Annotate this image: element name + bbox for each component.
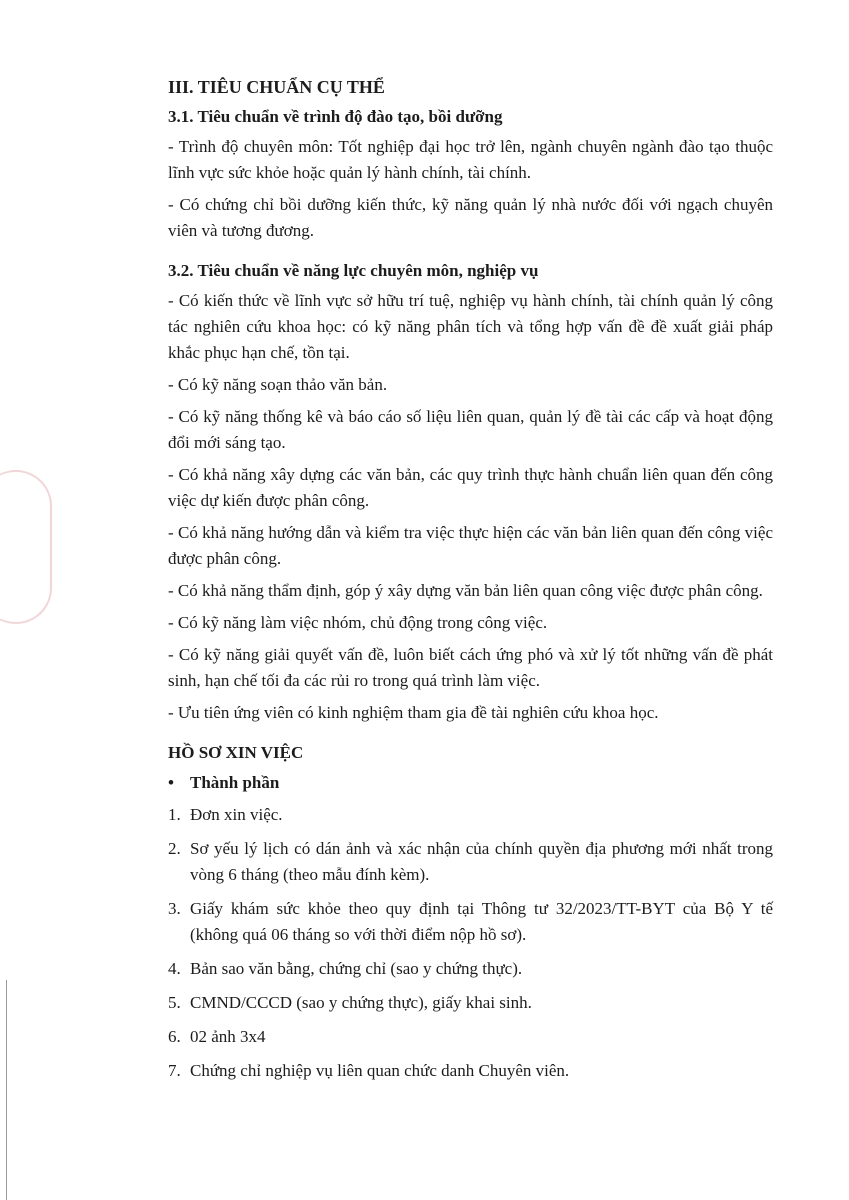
subsection-heading-3-2: 3.2. Tiêu chuẩn về năng lực chuyên môn, nghiệp vụ (168, 261, 539, 280)
list-number: 1. (168, 805, 181, 824)
paragraph: - Ưu tiên ứng viên có kinh nghiệm tham gia đề tài nghiên cứu khoa học. (168, 703, 659, 722)
paragraph: - Có kỹ năng soạn thảo văn bản. (168, 375, 388, 394)
list-item (168, 802, 773, 828)
paragraph: - Có khả năng xây dựng các văn bản, các quy trình thực hành chuẩn liên quan đến công việc dự kiến được phân công. (168, 465, 773, 510)
stamp-trace-icon (0, 470, 52, 624)
dossier-heading: HỒ SƠ XIN VIỆC (168, 743, 304, 762)
list-item (168, 956, 773, 982)
bullet-icon: • (168, 773, 174, 792)
subsection-heading-3-1: 3.1. Tiêu chuẩn về trình độ đào tạo, bồi dưỡng (168, 107, 503, 126)
paragraph: - Có chứng chỉ bồi dưỡng kiến thức, kỹ năng quản lý nhà nước đối với ngạch chuyên viên và tương đương. (168, 195, 773, 240)
list-text: Đơn xin việc. (190, 805, 283, 824)
scan-edge-line (6, 980, 7, 1200)
list-text: Chứng chỉ nghiệp vụ liên quan chức danh Chuyên viên. (190, 1061, 570, 1080)
list-text: Bản sao văn bằng, chứng chỉ (sao y chứng thực). (190, 959, 523, 978)
paragraph: - Có khả năng thẩm định, góp ý xây dựng văn bản liên quan công việc được phân công. (168, 581, 763, 600)
list-item (168, 1024, 773, 1050)
list-item (168, 836, 773, 888)
paragraph: - Có kỹ năng làm việc nhóm, chủ động trong công việc. (168, 613, 548, 632)
list-text: 02 ảnh 3x4 (190, 1027, 266, 1046)
section-title: III. TIÊU CHUẨN CỤ THỂ (168, 77, 385, 97)
list-number: 5. (168, 993, 181, 1012)
paragraph: - Có khả năng hướng dẫn và kiểm tra việc thực hiện các văn bản liên quan đến công việc được phân công. (168, 523, 773, 568)
list-item (168, 990, 773, 1016)
paragraph: - Trình độ chuyên môn: Tốt nghiệp đại học trở lên, ngành chuyên ngành đào tạo thuộc lĩnh vực sức khỏe hoặc quản lý hành chính, tài chính. (168, 137, 773, 182)
document-body (168, 74, 773, 1092)
dossier-list (168, 802, 773, 1084)
list-item (168, 896, 773, 948)
list-number: 3. (168, 899, 181, 918)
list-number: 6. (168, 1027, 181, 1046)
list-text: Sơ yếu lý lịch có dán ảnh và xác nhận của chính quyền địa phương mới nhất trong vòng 6 tháng (theo mẫu đính kèm). (190, 839, 773, 884)
paragraph: - Có kiến thức về lĩnh vực sở hữu trí tuệ, nghiệp vụ hành chính, tài chính quản lý công tác nghiên cứu khoa học: có kỹ năng phân tích và tổng hợp vấn đề đề xuất giải pháp khắc phục hạn chế, tồn tại. (168, 291, 773, 362)
dossier-bullet (168, 770, 773, 796)
paragraph: - Có kỹ năng thống kê và báo cáo số liệu liên quan, quản lý đề tài các cấp và hoạt động đổi mới sáng tạo. (168, 407, 773, 452)
paragraph: - Có kỹ năng giải quyết vấn đề, luôn biết cách ứng phó và xử lý tốt những vấn đề phát sinh, hạn chế tối đa các rủi ro trong quá trình làm việc. (168, 645, 773, 690)
list-item (168, 1058, 773, 1084)
bullet-label: Thành phần (190, 773, 280, 792)
list-number: 4. (168, 959, 181, 978)
list-number: 2. (168, 839, 181, 858)
list-number: 7. (168, 1061, 181, 1080)
list-text: Giấy khám sức khỏe theo quy định tại Thông tư 32/2023/TT-BYT của Bộ Y tế (không quá 06 tháng so với thời điểm nộp hồ sơ). (190, 899, 773, 944)
list-text: CMND/CCCD (sao y chứng thực), giấy khai sinh. (190, 993, 532, 1012)
